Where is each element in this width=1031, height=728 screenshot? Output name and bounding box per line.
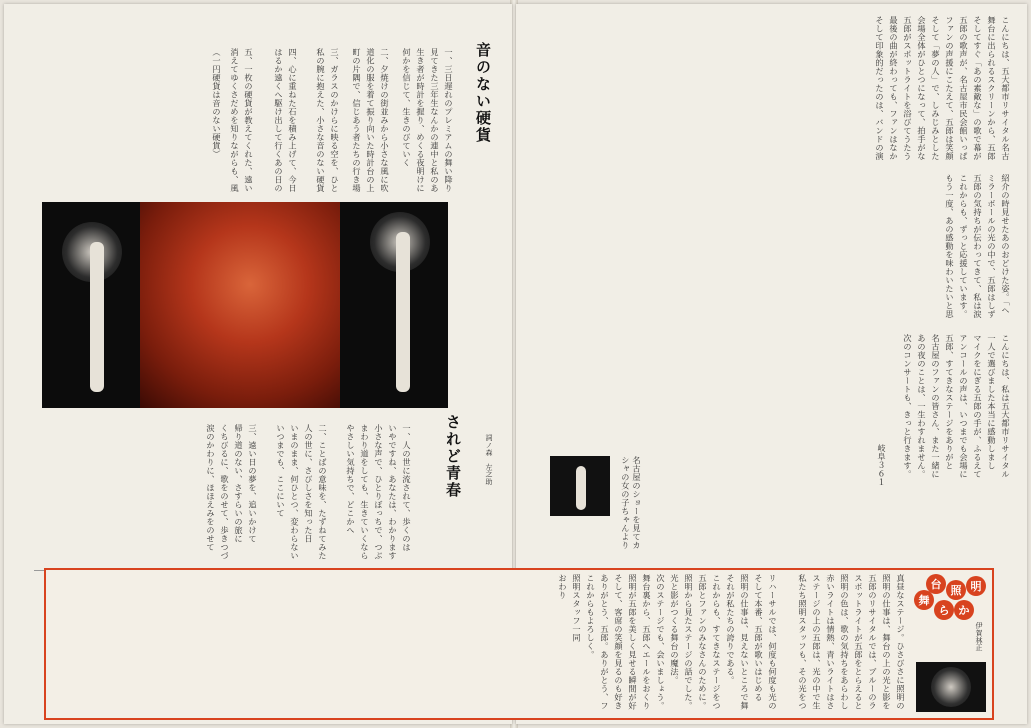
poem2-line: いつまでも、ここにいて <box>276 424 286 518</box>
lighting-column-line: おわり <box>558 574 568 600</box>
poem1-line: 道化の服を着て振り向いた時計台の上 <box>366 48 376 193</box>
poem2-title: されど青春 <box>444 414 462 499</box>
singer-closeup-photo <box>140 202 340 408</box>
stage-photo-right <box>340 202 448 408</box>
article-line: 一人で選びました本当に感動しまし <box>987 334 997 470</box>
article-line: あの夜のことは、一生わすれません。 <box>917 334 927 479</box>
poem1-line: 見てきた三年生なんかの連中と私のあ <box>430 48 440 193</box>
lighting-column-line: これからも、すてきなステージをつ <box>712 574 722 710</box>
poem1-line: 四、心に重ねた石を積み上げて、今日 <box>288 48 298 193</box>
article-line: これからも、ずっと応援しています。 <box>959 174 969 319</box>
singer-figure <box>90 242 104 392</box>
lighting-column-line: リハーサルでは、何度も何度も光の <box>768 574 778 710</box>
article-signature: 岐阜３６１ <box>877 444 887 487</box>
poem2-line: 小さな声で、ひとりぼっちで、つぶ <box>374 424 384 560</box>
article-line: もう一度、あの感動を味わいたいと思 <box>945 174 955 319</box>
article-line: ファンの声援にこたえて、五郎は笑顔 <box>945 16 955 161</box>
article-line: 紹介の時見せたあのおどけた姿。「ヘ <box>1001 174 1011 315</box>
lighting-column-line: 五郎とファンのみなさんのために。 <box>698 574 708 710</box>
lighting-column-line: 照明の色は、歌の気持ちをあらわし <box>840 574 850 710</box>
poem1-line: 生き者が時計を握り、めくる夜明けに <box>416 48 426 193</box>
poem2-line: いやですね、あなたは、わかります <box>388 424 398 560</box>
poem2-line: いまのまま、何ひとつ、変わらない <box>290 424 300 560</box>
poem2-line: まわり道をしても、生きていくなら <box>360 424 370 560</box>
article-line: 会場全体がひとつになって、拍手がな <box>917 16 927 161</box>
lighting-column-line: 真昼なステージ。ひさびさに照明の <box>896 574 906 710</box>
lighting-column-line: これからもよろしく。 <box>586 574 596 659</box>
lighting-column-line: 照明が五郎を美しく見せる瞬間が好 <box>628 574 638 710</box>
poem2-line: 涙のかわりに、ほほえみをのせて <box>206 424 216 552</box>
article-line: そしてすぐ「あの素敵な」の歌で幕が <box>973 16 983 161</box>
article-line: 舞台に出られるスクリーンから、五郎 <box>987 16 997 161</box>
article-line: マイクをにぎる五郎の手が、ふるえて <box>973 334 983 479</box>
poem2-line: 人の世に、さびしさを知った日 <box>304 424 314 543</box>
lighting-column-line: 照明の仕事は、舞台の上の光と影を <box>882 574 892 710</box>
poem2-line: 二、ことばの意味を、たずねてみた <box>318 424 328 560</box>
article-line: こんにちは、五大都市リサイタル名古 <box>1001 16 1011 161</box>
poem2-line: 帰り道のない、さすらいの旅に <box>234 424 244 543</box>
lighting-column-line: そして本番、五郎が歌いはじめる <box>754 574 764 702</box>
poem1-line: 二、夕焼けの街並みから小さな風に吹 <box>380 48 390 193</box>
lighting-column-line: 次のステージでも、会いましょう。 <box>656 574 666 710</box>
poem2-line: 三、遠い日の夢を、追いかけて <box>248 424 258 543</box>
concert-snapshot-photo <box>550 456 610 516</box>
article-line: 五郎、すてきなステージをありがと <box>945 334 955 470</box>
lighting-column-line: 舞台裏から、五郎へエールをおくり <box>642 574 652 710</box>
article-line: こんにちは、私は五大都市リサイタル <box>1001 334 1011 479</box>
heading-char-badge: 舞 <box>914 590 934 610</box>
article-line: アンコールの声は、いつまでも会場に <box>959 334 969 479</box>
heading-char-badge: 明 <box>966 576 986 596</box>
lighting-column-line: 照明スタッフ一同 <box>572 574 582 642</box>
poem1-line: 五、一枚の硬貨が教えてくれた、遠い <box>244 48 254 193</box>
article-line: そして印象的だったのは、バンドの演 <box>875 16 885 161</box>
stage-spotlight <box>931 667 971 707</box>
lighting-column-line: 赤いライトは情熱、青いライトはさ <box>826 574 836 710</box>
poem1-line: 私の腕に抱えた、小さな音のない硬貨 <box>316 48 326 193</box>
singer-figure <box>396 232 410 392</box>
poem1-line: 三、ガラスのかけらに映る空を、ひと <box>330 48 340 193</box>
poem2-line: 一、人の世に流されて、歩くのは <box>402 424 412 552</box>
article-line: 名古屋のファンの皆さん、また一緒に <box>931 334 941 479</box>
lighting-column-author: 伊賀林正 <box>975 622 983 652</box>
poem2-author: 詞ノ森 左之助 <box>485 434 493 486</box>
heading-char-badge: 照 <box>946 580 966 600</box>
poem1-line: はるか遠くへ駆け出して行くあの日の <box>274 48 284 193</box>
heading-char-badge: 台 <box>926 574 946 594</box>
lighting-column-line: ありがとう、五郎。ありがとう、フ <box>600 574 610 710</box>
article-line: 五郎がスポットライトを浴びてうたう <box>903 16 913 161</box>
lighting-column-line: そして、客席の笑顔を見るのも好き <box>614 574 624 710</box>
lighting-column-line: 照明の仕事は、見えないところで舞 <box>740 574 750 710</box>
poem1-line: 一、三日遅れのプレミアムの舞い降り <box>444 48 454 193</box>
article-line: 五郎の歌声が、名古屋市民会館いっぱ <box>959 16 969 161</box>
article-line: そして「夢の人」で、しみじみとした <box>931 16 941 161</box>
stage-photo-left <box>42 202 140 408</box>
lighting-column-line: 光と影がつくる舞台の魔法。 <box>670 574 680 685</box>
singer-figure <box>576 466 586 510</box>
photo-caption: 名古屋のショーを見てカシャの女の子ちゃんより <box>620 456 642 550</box>
lighting-column-line: それが私たちの誇りである。 <box>726 574 736 685</box>
lighting-column-line: 照明から見たステージの話でした。 <box>684 574 694 710</box>
poem1-line: 町の片隅で、信じあう者たちの行き場 <box>352 48 362 193</box>
poem1-line: 何かを信じて、生きのびていく <box>402 48 412 167</box>
lighting-photo <box>916 662 986 712</box>
lighting-column-line: 私たち照明スタッフも、その光をつ <box>798 574 808 710</box>
lighting-column-line: ステージの上の五郎は、光の中で生 <box>812 574 822 710</box>
heading-char-badge: か <box>954 600 974 620</box>
article-line: 五郎の気持ちが伝わってきて、私は涙 <box>973 174 983 319</box>
poem1-end-note: （一円硬貨は音のない硬貨） <box>212 48 222 159</box>
poem1-title: 音のない硬貨 <box>474 42 492 144</box>
lighting-column-line: スポットライトが五郎をとらえると <box>854 574 864 710</box>
poem2-line: くちびるに、歌をのせて、歩きつづ <box>220 424 230 560</box>
lighting-column-line: 五郎のリサイタルでは、ブルーのラ <box>868 574 878 710</box>
poem1-line: 消えてゆくさだめを知りながらも、風 <box>230 48 240 193</box>
article-line: 次のコンサートも、きっと行きます。 <box>903 334 913 479</box>
poem2-line: やさしい気持ちで、どこかへ <box>346 424 356 535</box>
article-line: ミラーボールの光の中で、五郎はしず <box>987 174 997 319</box>
article-line: 最後の曲が終わっても、ファンはなか <box>889 16 899 161</box>
heading-char-badge: ら <box>934 600 954 620</box>
lighting-column-box <box>44 568 994 720</box>
